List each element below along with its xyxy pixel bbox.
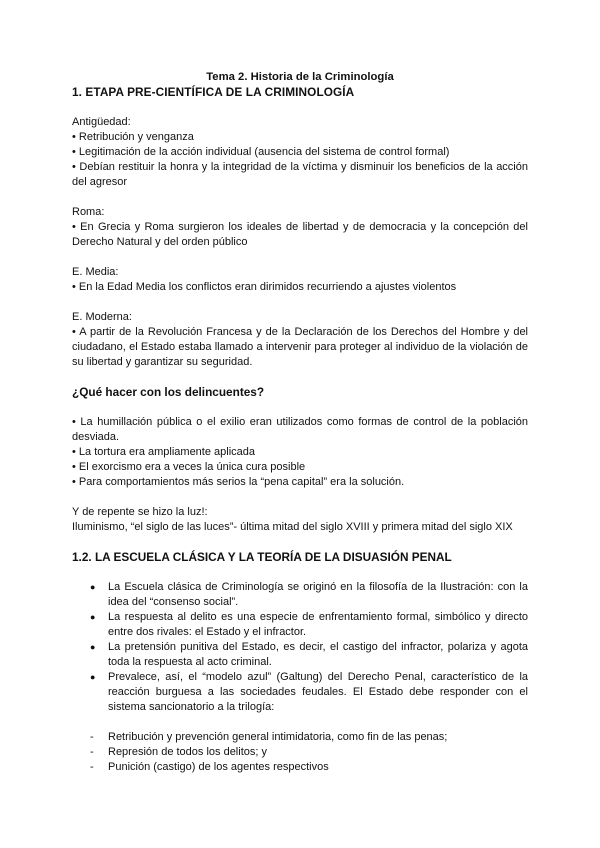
list-item: ● Prevalece, así, el “modelo azul” (Galtung) del Derecho Penal, característico de la reacción burguesa a las sociedades feudales. El Estado debe responder con el sistema sancionatorio a la trilogía: <box>90 671 528 713</box>
bullet-icon: ● <box>90 642 96 652</box>
trilogia-list <box>72 730 528 775</box>
bullet-icon: ● <box>90 672 96 682</box>
list-item: - Punición (castigo) de los agentes respectivos <box>90 761 329 773</box>
list-item: - Represión de todos los delitos; y <box>90 746 267 758</box>
antiguedad-item: • Retribución y venganza <box>72 131 194 143</box>
list-item: ● La respuesta al delito es una especie de enfrentamiento formal, simbólico y directo entre dos rivales: el Estado y el infractor. <box>90 611 528 638</box>
section-1-2-heading: 1.2. LA ESCUELA CLÁSICA Y LA TEORÍA DE LA DISUASIÓN PENAL <box>72 550 452 564</box>
list-item: ● La pretensión punitiva del Estado, es decir, el castigo del infractor, polariza y agota toda la respuesta al acto criminal. <box>90 641 528 668</box>
que-hacer-item: • La humillación pública o el exilio eran utilizados como formas de control de la población desviada. <box>72 416 528 443</box>
bullet-icon: ● <box>90 612 96 622</box>
antiguedad-label: Antigüedad: <box>72 116 131 128</box>
edad-moderna-label: E. Moderna: <box>72 311 132 323</box>
document-page <box>72 70 528 775</box>
edad-media-label: E. Media: <box>72 266 119 278</box>
iluminismo-line: Iluminismo, “el siglo de las luces”- última mitad del siglo XVIII y primera mitad del siglo XIX <box>72 521 513 533</box>
section-1-heading: 1. ETAPA PRE-CIENTÍFICA DE LA CRIMINOLOGÍA <box>72 85 355 99</box>
dash-icon: - <box>90 731 94 743</box>
repente-line: Y de repente se hizo la luz!: <box>72 506 208 518</box>
dash-icon: - <box>90 746 94 758</box>
escuela-clasica-list <box>72 580 528 715</box>
edad-moderna-item: • A partir de la Revolución Francesa y de la Declaración de los Derechos del Hombre y del ciudadano, el Estado estaba llamado a intervenir para proteger al individuo de la violación de su libertad y garantizar su seguridad. <box>72 326 528 368</box>
antiguedad-item: • Legitimación de la acción individual (ausencia del sistema de control formal) <box>72 146 450 158</box>
que-hacer-heading: ¿Qué hacer con los delincuentes? <box>72 385 265 399</box>
roma-item: • En Grecia y Roma surgieron los ideales de libertad y de democracia y la concepción del Derecho Natural y del orden público <box>72 221 528 248</box>
que-hacer-item: • Para comportamientos más serios la “pena capital” era la solución. <box>72 476 405 488</box>
list-item: - Retribución y prevención general intimidatoria, como fin de las penas; <box>90 731 448 743</box>
antiguedad-item: • Debían restituir la honra y la integridad de la víctima y disminuir los beneficios de la acción del agresor <box>72 161 528 188</box>
dash-icon: - <box>90 761 94 773</box>
bullet-icon: ● <box>90 582 96 592</box>
edad-media-item: • En la Edad Media los conflictos eran dirimidos recurriendo a ajustes violentos <box>72 281 457 293</box>
que-hacer-item: • La tortura era ampliamente aplicada <box>72 446 256 458</box>
document-title: Tema 2. Historia de la Criminología <box>206 71 394 83</box>
que-hacer-item: • El exorcismo era a veces la única cura posible <box>72 461 306 473</box>
list-item: ● La Escuela clásica de Criminología se originó en la filosofía de la Ilustración: con la idea del “consenso social”. <box>90 581 528 608</box>
roma-label: Roma: <box>72 206 105 218</box>
